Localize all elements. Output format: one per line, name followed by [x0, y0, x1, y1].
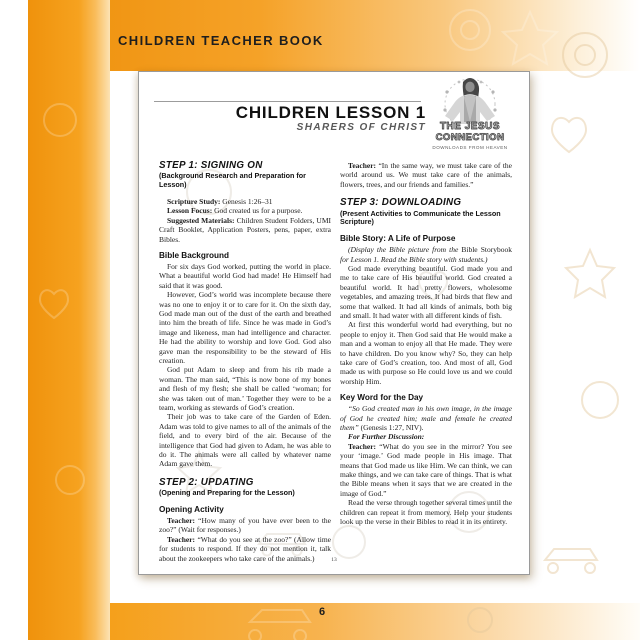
teacher-prompt [340, 442, 512, 498]
display-note [340, 245, 512, 264]
lesson-subtitle: SHARERS OF CHRIST [296, 122, 426, 133]
bible-story-heading: Bible Story: A Life of Purpose [340, 234, 456, 244]
bible-story-paragraph: At first this wonderful world had everything, but no people to enjoy it. Then God said that He would make a man and a woman to enjoy all that He made. They were to have children. Do you know why? So, they can help take care of God’s creation, too. And most of all, God made us with purpose so He could love us and we could worship Him. [340, 320, 512, 386]
teacher-label: Teacher: [167, 515, 196, 525]
note-text: for Lesson 1. Read the Bible story with students.) [340, 254, 488, 264]
verse-reference: (Genesis 1:27, NIV). [358, 423, 424, 433]
key-verse [340, 404, 512, 432]
step2-subheading: (Opening and Preparing for the Lesson) [159, 488, 295, 498]
field-label: Scripture Study: [167, 196, 221, 206]
bible-background-paragraph: Their job was to take care of the Garden of Eden. Adam was told to give names to all of the animals of the field, and to every bird of the air. Because of the intelligence that God had given to Adam, he was able to do it. The animals were all called by whatever name Adam gave them. [159, 412, 331, 469]
step1-heading: STEP 1: SIGNING ON [159, 160, 263, 171]
right-column [340, 161, 512, 527]
bible-background-heading: Bible Background [159, 250, 230, 260]
note-book-title: Bible Storybook [461, 245, 512, 255]
lesson-title: CHILDREN LESSON 1 [235, 103, 426, 122]
outer-page-number: 6 [318, 606, 326, 618]
jesus-connection-logo [426, 74, 514, 164]
jesus-figure-icon [437, 74, 503, 124]
field-value: Genesis 1:26–31 [220, 196, 273, 206]
logo-wordmark-line1: THE JESUS [439, 121, 501, 132]
field-value: God created us for a purpose. [212, 206, 303, 216]
teacher-text: “What do you see at the zoo?” (Allow time for students to respond. If they do not mention it, talk about the zookeepers who take care of the animals.) [159, 534, 331, 563]
suggested-materials-line [159, 216, 331, 244]
bible-story-paragraph: God made everything beautiful. God made you and me to take care of His beautiful world. God created a beautiful world. It had pretty flowers, wholesome vegetables, and amazing trees. It had birds that flew and some that walked. It had all kinds of animals, both big and small. It had water with all different kinds of fish. [340, 263, 512, 320]
further-discussion-heading: For Further Discussion: [348, 432, 425, 442]
step3-subheading: (Present Activities to Communicate the Lesson Scripture) [340, 208, 501, 227]
left-column [159, 161, 331, 563]
key-word-heading: Key Word for the Day [340, 393, 424, 403]
step1-subheading: (Background Research and Preparation for Lesson) [159, 171, 306, 190]
scripture-study-line [159, 197, 331, 206]
closing-paragraph: Read the verse through together several times until the children can repeat it from memory. Help your students look up the verse in their Bibles to read it in its entirety. [340, 498, 512, 527]
logo-tagline: DOWNLOADS FROM HEAVEN [432, 144, 508, 150]
step3-heading: STEP 3: DOWNLOADING [340, 197, 462, 209]
book-title: CHILDREN TEACHER BOOK [118, 33, 324, 48]
background-left-bar [28, 0, 110, 640]
lesson-page [138, 71, 530, 575]
field-label: Suggested Materials: [167, 215, 235, 225]
note-text: (Display the Bible picture from the [348, 245, 462, 255]
teacher-label: Teacher: [348, 441, 377, 451]
teacher-prompt [159, 516, 331, 535]
inner-page-number: 13 [331, 557, 337, 563]
teacher-prompt [340, 161, 512, 189]
bible-background-paragraph: For six days God worked, putting the world in place. What a beautiful world God had made! He Himself had said that it was good. [159, 261, 331, 290]
title-rule [154, 101, 421, 102]
step2-heading: STEP 2: UPDATING [159, 476, 254, 488]
lesson-focus-line [159, 206, 331, 215]
field-value: Children Student Folders, UMI Craft Booklet, Application Posters, pens, paper, extra Bibles. [159, 215, 331, 244]
teacher-text: “How many of you have ever been to the zoo?” (Wait for responses.) [159, 515, 331, 535]
teacher-text: “What do you see in the mirror? You see your ‘image.’ God made people in His image. That means that God made us like Him. We can think, we can make things, and we can take care of things. That is what the Bible means when it says that we are created in the image of God.” [340, 441, 512, 498]
teacher-label: Teacher: [167, 534, 196, 544]
teacher-text: “In the same way, we must take care of the world around us. We must take care of the animals, flowers, trees, and our friends and families.” [340, 161, 512, 189]
verse-text: “So God created man in his own image, in the image of God he created him; male and female he created them” [340, 404, 512, 433]
background-bottom-band [110, 603, 640, 640]
field-label: Lesson Focus: [167, 206, 213, 216]
logo-wordmark-line2: CONNECTION [435, 132, 505, 143]
bible-background-paragraph: God put Adam to sleep and from his rib made a woman. The man said, “This is now bone of my bones and flesh of my flesh; she shall be called ‘woman; for she was taken out of man.’ Together they were to be a team, working as stewards of God’s creation. [159, 365, 331, 413]
teacher-label: Teacher: [348, 161, 377, 170]
opening-activity-heading: Opening Activity [159, 504, 224, 514]
bible-background-paragraph: However, God’s world was incomplete because there was no one to enjoy it or to care for it. On the sixth day, God made man out of the dust of the earth and breathed into him the breath of life. Since he was made in God’s image and likeness, man had intelligence and character. He had the ability to worship and love God. God also gave man the responsibility to be the steward of His creation. [159, 290, 331, 365]
